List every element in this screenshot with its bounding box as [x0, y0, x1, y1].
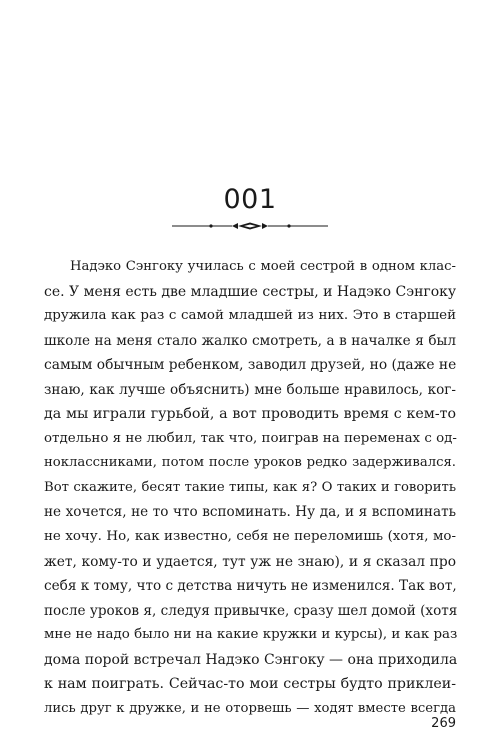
text-line: дома порой встречал Надэко Сэнгоку — она приходила: [44, 651, 458, 668]
decorative-divider-icon: [172, 219, 328, 233]
body-text: [44, 255, 456, 721]
text-line: самым обычным ребенком, заводил друзей, но (даже не: [44, 357, 457, 374]
text-line: мне не надо было ни на какие кружки и курсы), и как раз: [44, 627, 458, 643]
text-line: после уроков я, следуя привычке, сразу шел домой (хотя: [44, 602, 458, 619]
chapter-title: 001: [223, 184, 277, 215]
text-line: Вот скажите, бесят такие типы, как я? О таких и говорить: [44, 479, 456, 495]
text-line: се. У меня есть две младшие сестры, и Надэко Сэнгоку: [44, 283, 457, 300]
text-line: Надэко Сэнгоку училась с моей сестрой в одном клас-: [70, 259, 456, 274]
text-line: дружила как раз с самой младшей из них. Это в старшей: [44, 308, 456, 324]
text-line: лись друг к дружке, и не оторвешь — ходят вместе всегда: [44, 700, 456, 716]
text-line: школе на меня стало жалко смотреть, а в началке я был: [44, 332, 456, 349]
text-line: не хочу. Но, как известно, себя не переломишь (хотя, мо-: [44, 529, 456, 545]
page-number: 269: [431, 716, 456, 731]
text-line: знаю, как лучше объяснить) мне больше нравилось, ког-: [44, 381, 456, 398]
text-line: отдельно я не любил, так что, поиграв на переменах с од-: [44, 430, 457, 446]
text-line: не хочется, не то что вспоминать. Ну да, и я вспоминать: [44, 504, 456, 521]
text-line: ноклассниками, потом после уроков редко задерживался.: [44, 455, 456, 471]
text-line: да мы играли гурьбой, а вот проводить время с кем-то: [44, 406, 456, 423]
text-line: жет, кому-то и удается, тут уж не знаю), и я сказал про: [44, 553, 456, 570]
text-line: к нам поиграть. Сейчас-то мои сестры будто приклеи-: [44, 676, 456, 693]
text-line: себя к тому, что с детства ничуть не изменился. Так вот,: [44, 578, 457, 595]
